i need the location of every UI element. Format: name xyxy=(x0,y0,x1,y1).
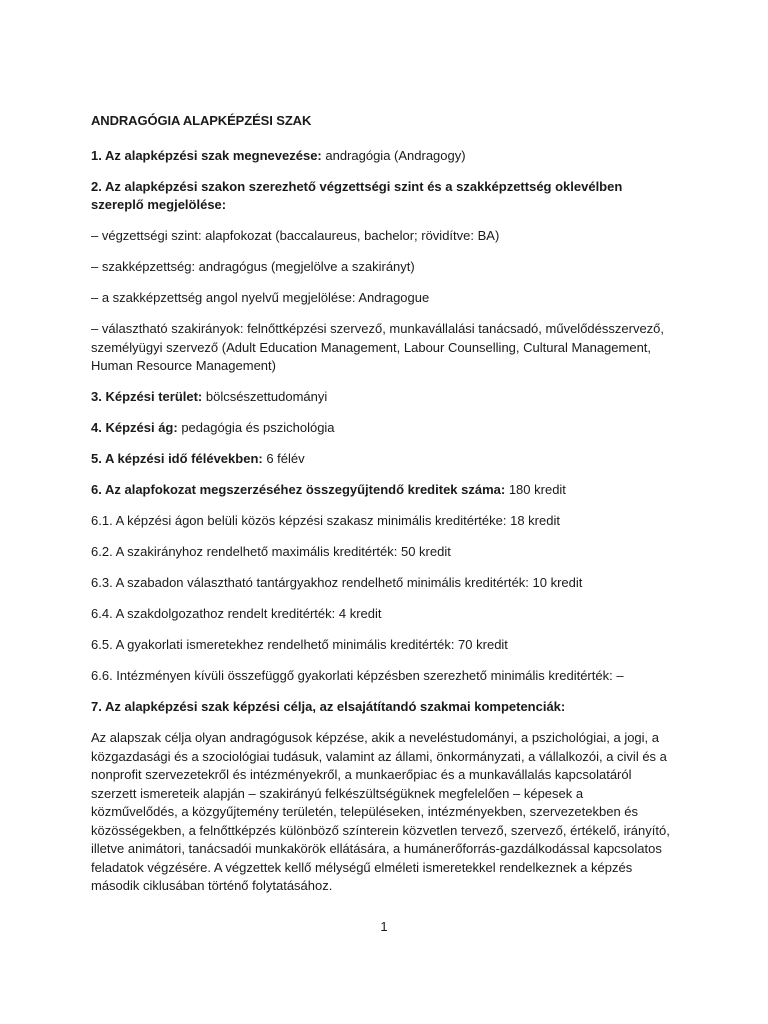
section-label: 7. Az alapképzési szak képzési célja, az elsajátítandó szakmai kompetenciák: xyxy=(91,699,566,714)
section-text: pedagógia és pszichológia xyxy=(177,420,335,435)
list-item-degree-level: – végzettségi szint: alapfokozat (baccalaureus, bachelor; rövidítve: BA) xyxy=(91,228,500,243)
section-text: bölcsészettudományi xyxy=(202,389,328,404)
section-label: 6. Az alapfokozat megszerzéséhez összegyűjtendő kreditek száma: xyxy=(91,482,506,497)
document-title: ANDRAGÓGIA ALAPKÉPZÉSI SZAK xyxy=(91,113,312,128)
section-label: 2. Az alapképzési szakon szerezhető végzettségi szint és a szakképzettség oklevélben szereplő megjelölése: xyxy=(91,178,623,212)
section-3 xyxy=(91,388,671,407)
list-item-qualification: – szakképzettség: andragógus (megjelölve a szakirányt) xyxy=(91,259,415,274)
section-1 xyxy=(91,147,671,166)
section-label: 4. Képzési ág: xyxy=(91,420,178,435)
page-number: 1 xyxy=(380,919,388,934)
section-5 xyxy=(91,450,671,469)
list-item-specializations: – választható szakirányok: felnőttképzési szervező, munkavállalási tanácsadó, művelődésszervező, személyügyi szervező (Adult Education Management, Labour Counselling, Cultural Management, Human Resource Management) xyxy=(91,321,665,373)
section-2 xyxy=(91,178,671,215)
body-paragraph: Az alapszak célja olyan andragógusok képzése, akik a neveléstudományi, a pszichológiai, a jogi, a közgazdasági és a szociológiai tudásuk, valamint az állami, önkormányzati, a vállalkozói, a civil és a nonprofit szervezetekről és intézményekről, a munkaerőpiac és a munkavállalás kapcsolatáról szerzett ismereteik alapján – szakirányú felkészültségüknek megfelelően – képesek a közművelődés, a közgyűjtemény területén, településeken, intézményekben, szervezetekben és közösségekben, a felnőttképzés különböző színterein közvetlen tervező, szervező, értékelő, irányító, illetve animátori, tanácsadói munkakörök ellátására, a humánerőforrás-gazdálkodással kapcsolatos feladatok végzésére. A végzettek kellő mélységű elméleti ismeretekkel rendelkeznek a képzés második ciklusában történő folytatásához. xyxy=(91,730,670,893)
section-4 xyxy=(91,419,671,438)
credit-item-6-4: 6.4. A szakdolgozathoz rendelt kreditérték: 4 kredit xyxy=(91,606,382,621)
document-page xyxy=(91,112,671,896)
credit-item-6-5: 6.5. A gyakorlati ismeretekhez rendelhető minimális kreditérték: 70 kredit xyxy=(91,637,508,652)
section-7 xyxy=(91,698,671,717)
section-label: 3. Képzési terület: xyxy=(91,389,203,404)
section-label: 5. A képzési idő félévekben: xyxy=(91,451,263,466)
credit-item-6-1: 6.1. A képzési ágon belüli közös képzési szakasz minimális kreditértéke: 18 kredit xyxy=(91,513,560,528)
list-item-english-name: – a szakképzettség angol nyelvű megjelölése: Andragogue xyxy=(91,290,430,305)
section-text: andragógia (Andragogy) xyxy=(321,147,466,163)
section-label: 1. Az alapképzési szak megnevezése: xyxy=(91,147,322,163)
section-text: 180 kredit xyxy=(505,482,566,497)
credit-item-6-6: 6.6. Intézményen kívüli összefüggő gyakorlati képzésben szerezhető minimális kreditérték: – xyxy=(91,668,624,683)
section-6 xyxy=(91,481,671,500)
section-text: 6 félév xyxy=(262,451,305,466)
credit-item-6-2: 6.2. A szakirányhoz rendelhető maximális kreditérték: 50 kredit xyxy=(91,544,451,559)
credit-item-6-3: 6.3. A szabadon választható tantárgyakhoz rendelhető minimális kreditérték: 10 kredit xyxy=(91,575,583,590)
